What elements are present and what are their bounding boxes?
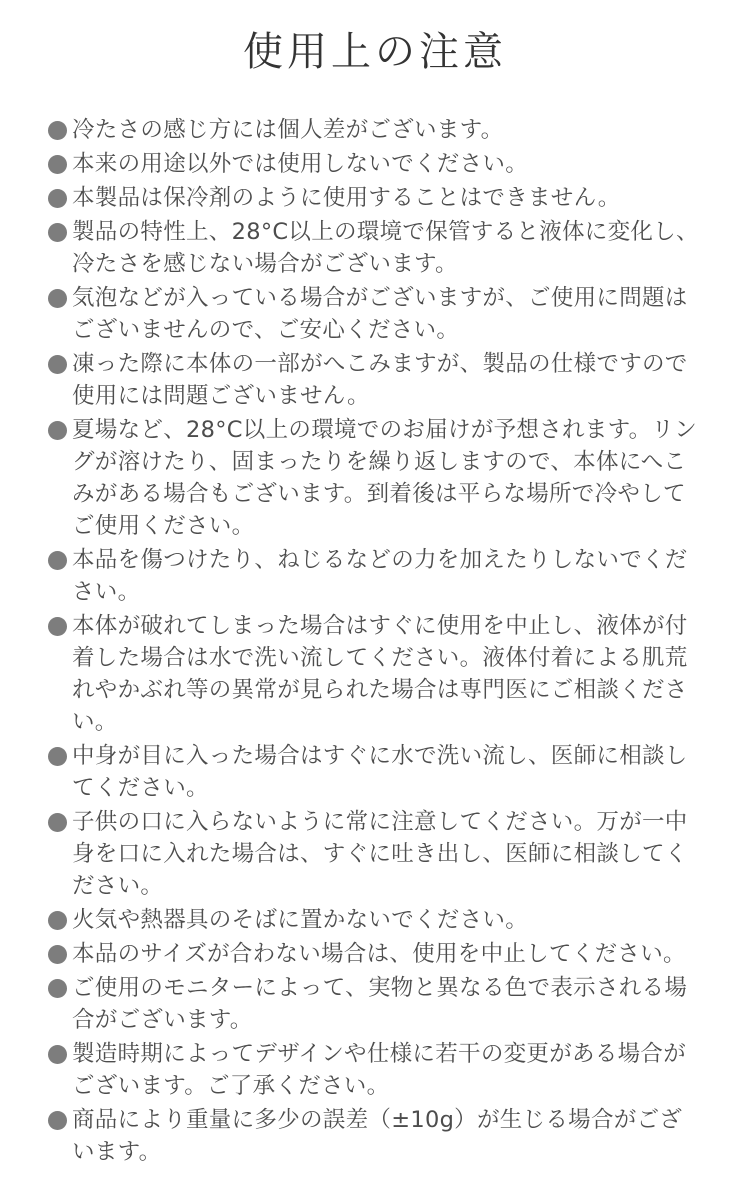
bullet-icon [48, 1111, 67, 1130]
note-text: 本品のサイズが合わない場合は、使用を中止してください。 [72, 941, 686, 967]
bullet-icon [48, 189, 67, 208]
list-item [48, 348, 702, 412]
note-text: 凍った際に本体の一部がへこみますが、製品の仕様ですので使用には問題ございません。 [72, 351, 688, 409]
bullet-icon [48, 813, 67, 832]
list-item [48, 282, 702, 346]
note-text: 本品を傷つけたり、ねじるなどの力を加えたりしないでください。 [72, 547, 688, 605]
bullet-icon [48, 911, 67, 930]
bullet-icon [48, 155, 67, 174]
note-text: 製造時期によってデザインや仕様に若干の変更がある場合がございます。ご了承ください。 [72, 1041, 687, 1099]
note-text: 中身が目に入った場合はすぐに水で洗い流し、医師に相談してください。 [72, 743, 688, 801]
list-item [48, 972, 702, 1036]
bullet-icon [48, 223, 67, 242]
list-item [48, 216, 702, 280]
list-item [48, 182, 702, 214]
bullet-icon [48, 421, 67, 440]
note-text: 火気や熱器具のそばに置かないでください。 [72, 907, 529, 933]
list-item [48, 904, 702, 936]
note-text: 本製品は保冷剤のように使用することはできません。 [72, 185, 621, 211]
bullet-icon [48, 289, 67, 308]
list-item [48, 806, 702, 902]
bullet-icon [48, 1045, 67, 1064]
note-text: 製品の特性上、28°C以上の環境で保管すると液体に変化し、冷たさを感じない場合がございます。 [72, 219, 699, 277]
note-text: ご使用のモニターによって、実物と異なる色で表示される場合がございます。 [72, 975, 688, 1033]
list-item [48, 414, 702, 542]
note-text: 冷たさの感じ方には個人差がございます。 [72, 117, 504, 143]
bullet-icon [48, 945, 67, 964]
list-item [48, 544, 702, 608]
note-text: 商品により重量に多少の誤差（±10g）が生じる場合がございます。 [72, 1107, 683, 1165]
note-text: 本体が破れてしまった場合はすぐに使用を中止し、液体が付着した場合は水で洗い流してください。液体付着による肌荒れやかぶれ等の異常が見られた場合は専門医にご相談ください。 [72, 613, 688, 735]
bullet-icon [48, 979, 67, 998]
list-item [48, 148, 702, 180]
note-text: 気泡などが入っている場合がございますが、ご使用に問題はございませんので、ご安心ください。 [72, 285, 688, 343]
list-item [48, 1104, 702, 1168]
note-text: 夏場など、28°C以上の環境でのお届けが予想されます。リングが溶けたり、固まったりを繰り返しますので、本体にへこみがある場合もございます。到着後は平らな場所で冷やしてご使用ください。 [72, 417, 697, 539]
note-text: 本来の用途以外では使用しないでください。 [72, 151, 529, 177]
bullet-icon [48, 551, 67, 570]
note-text: 子供の口に入らないように常に注意してください。万が一中身を口に入れた場合は、すぐに吐き出し、医師に相談してください。 [72, 809, 688, 899]
page-title: 使用上の注意 [243, 29, 507, 75]
bullet-icon [48, 121, 67, 140]
list-item [48, 114, 702, 146]
list-item [48, 740, 702, 804]
list-item [48, 938, 702, 970]
bullet-icon [48, 617, 67, 636]
notes-list [48, 114, 702, 1168]
list-item [48, 1038, 702, 1102]
list-item [48, 610, 702, 738]
bullet-icon [48, 747, 67, 766]
bullet-icon [48, 355, 67, 374]
